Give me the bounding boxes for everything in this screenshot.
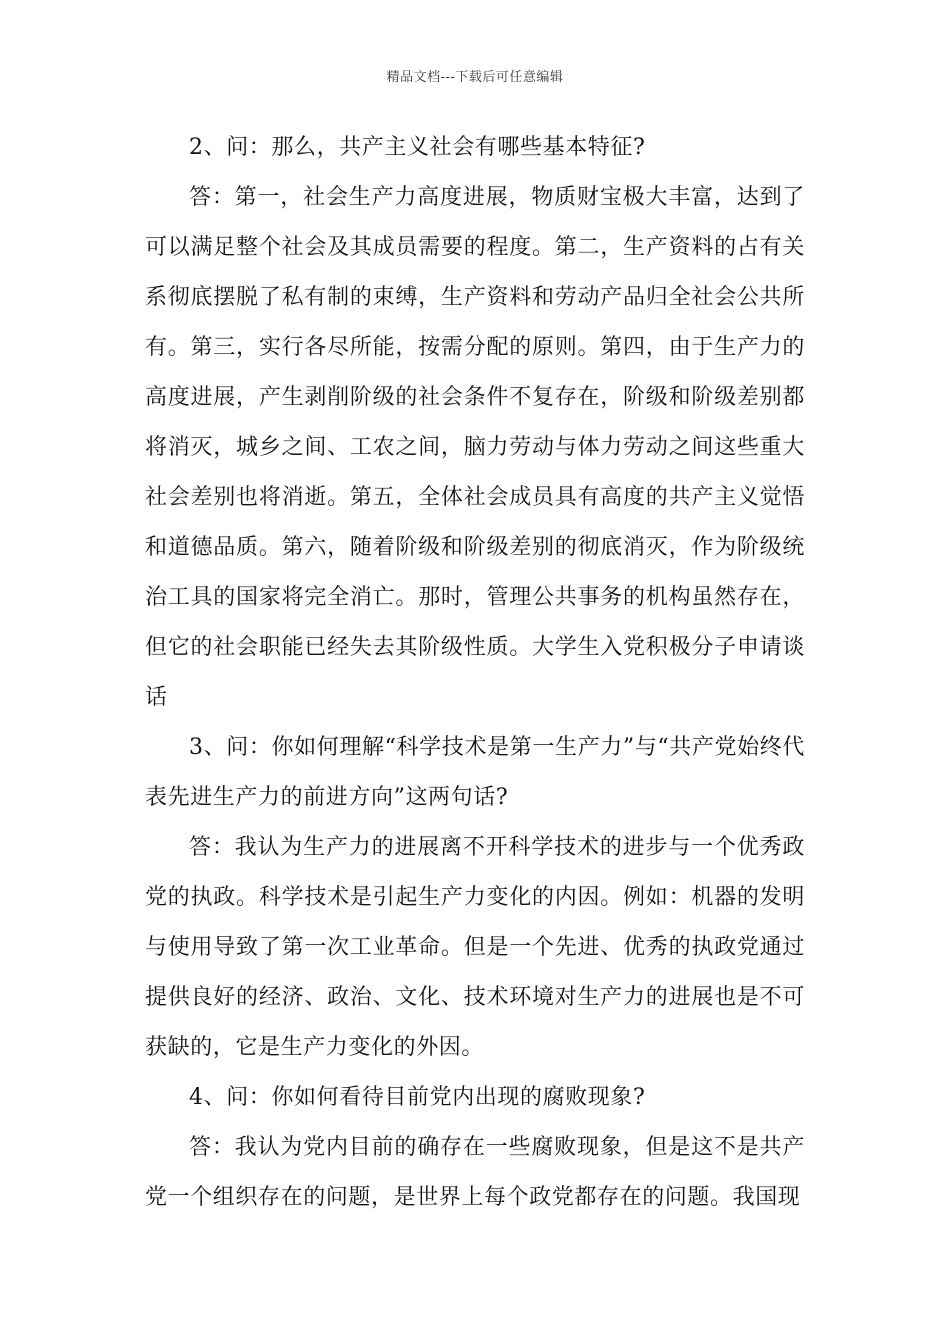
question-3: 3、问：你如何理解“科学技术是第一生产力”与“共产党始终代表先进生产力的前进方向”这两句话?	[145, 735, 805, 810]
document-body	[145, 123, 805, 1223]
answer-4: 答：我认为党内目前的确存在一些腐败现象，但是这不是共产党一个组织存在的问题，是世界上每个政党都存在的问题。我国现	[145, 1135, 805, 1210]
page-header: 精品文档---下载后可任意编辑	[386, 70, 564, 85]
question-4: 4、问：你如何看待目前党内出现的腐败现象?	[189, 1085, 646, 1110]
answer-3: 答：我认为生产力的进展离不开科学技术的进步与一个优秀政党的执政。科学技术是引起生产力变化的内因。例如：机器的发明与使用导致了第一次工业革命。但是一个先进、优秀的执政党通过提供良好的经济、政治、文化、技术环境对生产力的进展也是不可获缺的，它是生产力变化的外因。	[145, 835, 805, 1060]
question-2: 2、问：那么，共产主义社会有哪些基本特征?	[189, 135, 646, 160]
answer-2: 答：第一，社会生产力高度进展，物质财宝极大丰富，达到了可以满足整个社会及其成员需要的程度。第二，生产资料的占有关系彻底摆脱了私有制的束缚，生产资料和劳动产品归全社会公共所有。第三，实行各尽所能，按需分配的原则。第四，由于生产力的高度进展，产生剥削阶级的社会条件不复存在，阶级和阶级差别都将消灭，城乡之间、工农之间，脑力劳动与体力劳动之间这些重大社会差别也将消逝。第五，全体社会成员具有高度的共产主义觉悟和道德品质。第六，随着阶级和阶级差别的彻底消灭，作为阶级统治工具的国家将完全消亡。那时，管理公共事务的机构虽然存在，但它的社会职能已经失去其阶级性质。大学生入党积极分子申请谈话	[145, 185, 805, 710]
